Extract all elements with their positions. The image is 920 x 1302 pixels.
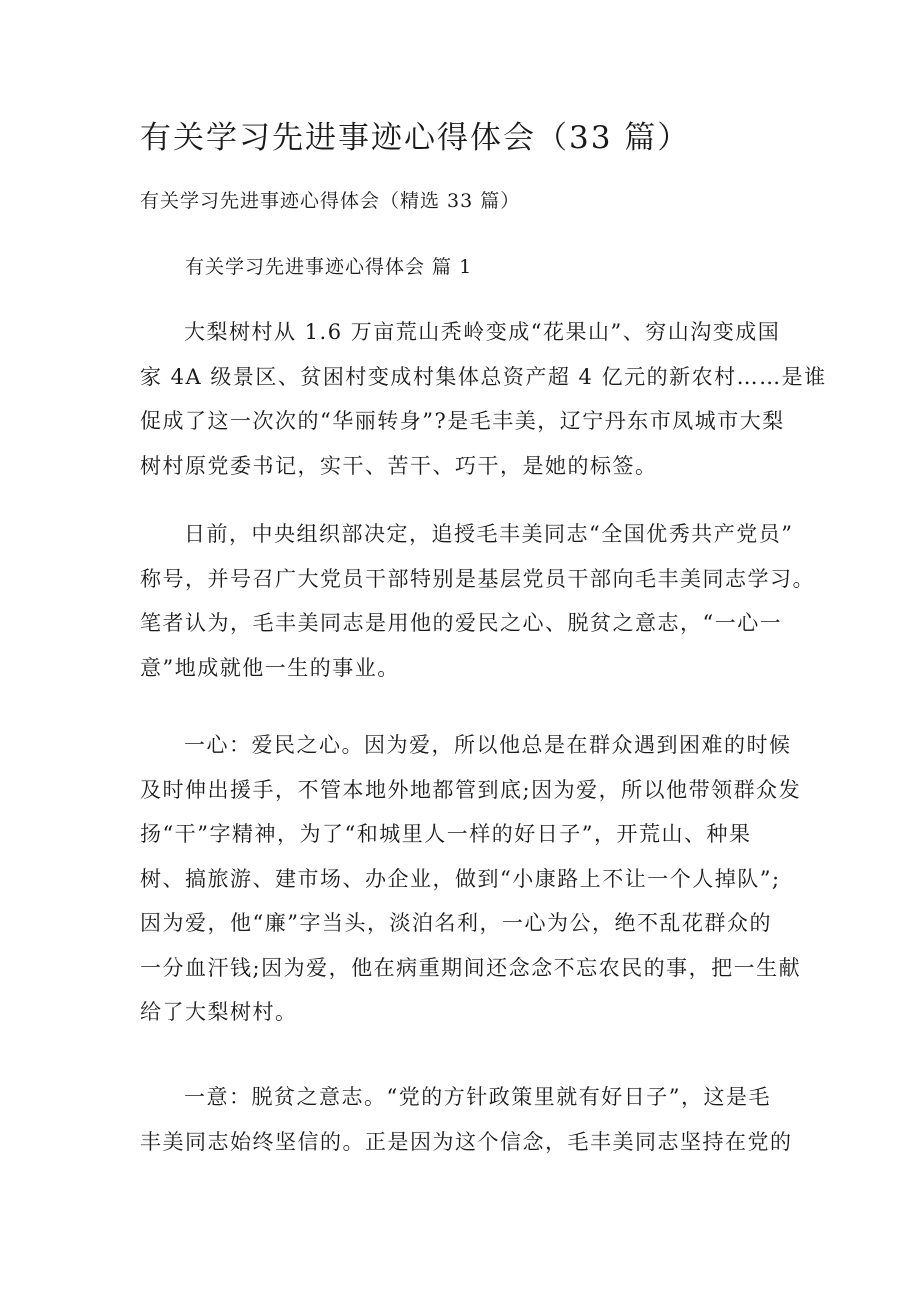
document-title: 有关学习先进事迹心得体会（33 篇）	[140, 120, 691, 156]
paragraph-line: 树、搞旅游、建市场、办企业，做到“小康路上不让一个人掉队”;	[140, 866, 781, 891]
paragraph-line: 大梨树村从 1.6 万亩荒山秃岭变成“花果山”、穷山沟变成国	[184, 320, 781, 344]
paragraph-line: 丰美同志始终坚信的。正是因为这个信念，毛丰美同志坚持在党的	[140, 1129, 793, 1154]
paragraph-3	[140, 723, 802, 1035]
paragraph-1	[140, 310, 827, 488]
paragraph-line: 笔者认为，毛丰美同志是用他的爱民之心、脱贫之意志，“一心一	[140, 611, 783, 635]
paragraph-line: 家 4A 级景区、贫困村变成村集体总资产超 4 亿元的新农村……是谁	[140, 364, 827, 389]
paragraph-line: 及时伸出援手，不管本地外地都管到底;因为爱，所以他带领群众发	[140, 777, 802, 802]
paragraph-line: 称号，并号召广大党员干部特别是基层党员干部向毛丰美同志学习。	[140, 566, 815, 591]
paragraph-4	[140, 1075, 793, 1164]
paragraph-2	[140, 512, 815, 690]
paragraph-line: 一分血汗钱;因为爱，他在病重期间还念念不忘农民的事，把一生献	[140, 955, 802, 980]
paragraph-line: 意”地成就他一生的事业。	[140, 655, 400, 680]
paragraph-line: 扬“干”字精神，为了“和城里人一样的好日子”，开荒山、种果	[140, 822, 752, 846]
paragraph-line: 日前，中央组织部决定，追授毛丰美同志“全国优秀共产党员”	[184, 522, 794, 546]
paragraph-line: 树村原党委书记，实干、苦干、巧干，是她的标签。	[140, 453, 658, 478]
document-subtitle: 有关学习先进事迹心得体会（精选 33 篇）	[140, 190, 521, 212]
paragraph-line: 促成了这一次次的“华丽转身”?是毛丰美，辽宁丹东市凤城市大梨	[140, 409, 785, 433]
paragraph-line: 一意：脱贫之意志。“党的方针政策里就有好日子”，这是毛	[184, 1085, 771, 1109]
section-heading: 有关学习先进事迹心得体会 篇 1	[185, 256, 473, 278]
paragraph-line: 给了大梨树村。	[140, 1000, 298, 1024]
paragraph-line: 因为爱，他“廉”字当头，淡泊名利，一心为公，绝不乱花群众的	[140, 911, 772, 935]
paragraph-line: 一心：爱民之心。因为爱，所以他总是在群众遇到困难的时候	[184, 733, 792, 757]
